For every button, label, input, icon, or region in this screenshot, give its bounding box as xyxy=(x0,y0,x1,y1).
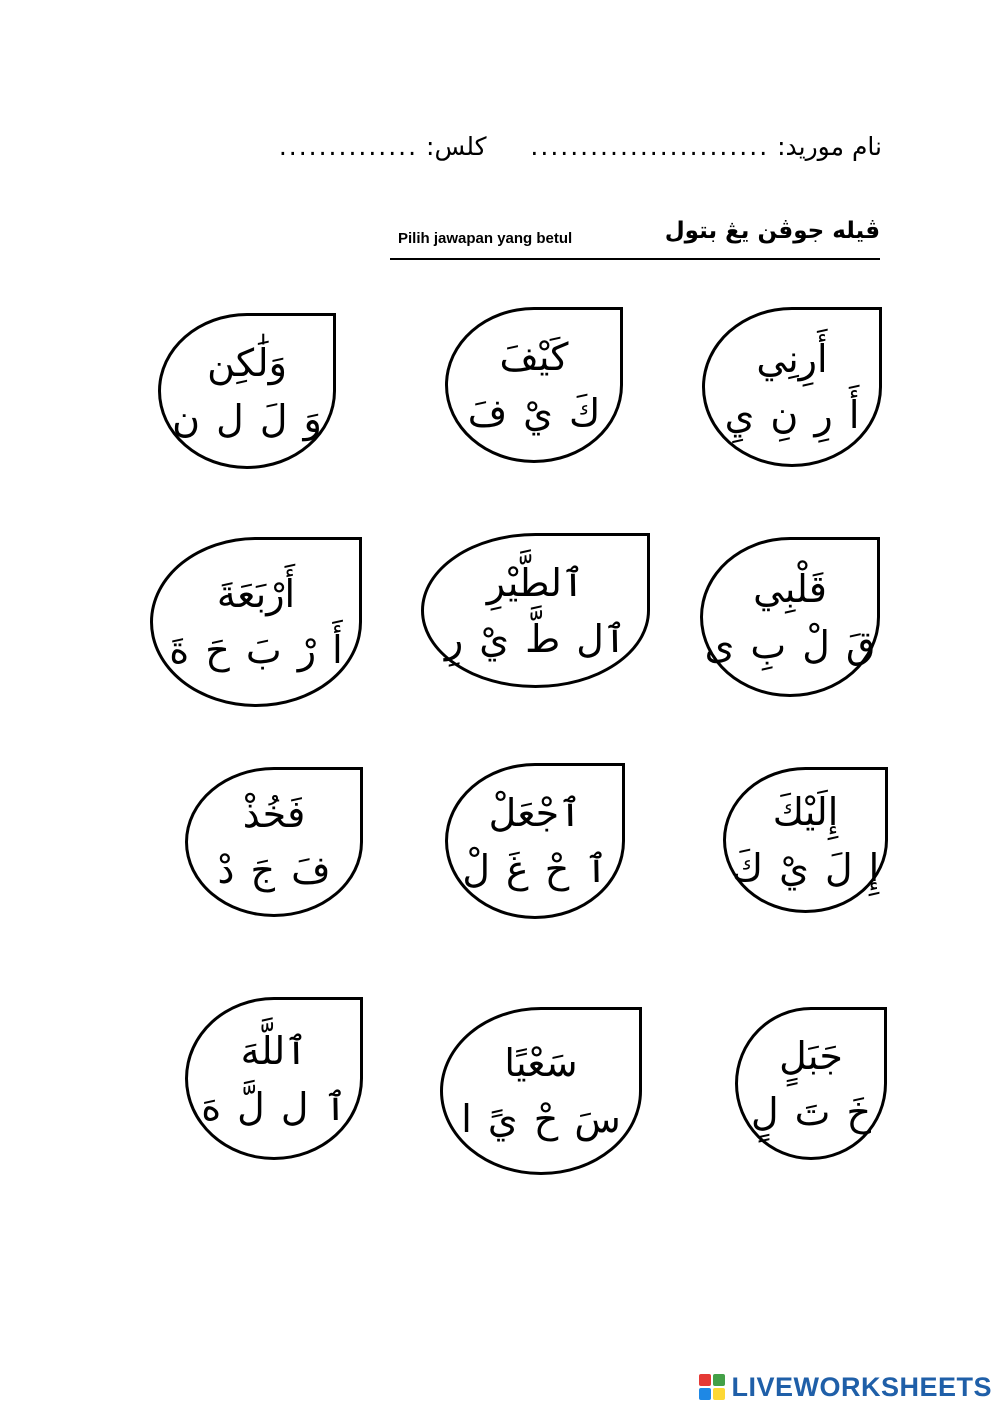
card-word: قَلْبِي xyxy=(753,567,827,611)
word-card[interactable] xyxy=(702,307,882,467)
card-spelling[interactable]: خَ تَ لٍ xyxy=(750,1089,872,1134)
instruction-rumi: Pilih jawapan yang betul xyxy=(398,230,573,247)
card-spelling[interactable]: أَ رْ بَ حَ ةَ xyxy=(169,628,343,672)
card-spelling[interactable]: ٱ ل لَّ هَ xyxy=(201,1084,347,1129)
card-word: أَرْبَعَةَ xyxy=(216,572,296,616)
card-word: جَبَلٍ xyxy=(779,1033,843,1078)
word-card[interactable] xyxy=(445,763,625,919)
student-info-line xyxy=(160,132,882,176)
card-spelling[interactable]: إِ لَ يْ كَ xyxy=(731,846,880,890)
name-field-dots[interactable]: ........................ xyxy=(530,132,770,161)
word-card[interactable] xyxy=(723,767,888,913)
card-word: إِلَيْكَ xyxy=(772,790,839,834)
word-card[interactable] xyxy=(158,313,336,469)
name-label: نام موريد: xyxy=(777,132,882,161)
brand-name: LIVEWORKSHEETS xyxy=(731,1371,992,1402)
card-spelling[interactable]: سَ حْ يً ا xyxy=(461,1097,621,1141)
card-word: أَرِنِي xyxy=(756,337,828,381)
card-spelling[interactable]: قَ لْ بِ ى xyxy=(704,623,876,667)
word-card[interactable] xyxy=(445,307,623,463)
card-word: وَلَٰكِن xyxy=(207,341,287,385)
word-card[interactable] xyxy=(185,997,363,1160)
word-card[interactable] xyxy=(440,1007,642,1175)
card-spelling[interactable]: وَ لَ ل ن xyxy=(172,397,322,441)
class-label: كلس: xyxy=(426,132,487,161)
word-card[interactable] xyxy=(185,767,363,917)
card-word: ٱجْعَلْ xyxy=(488,791,582,835)
card-word: ٱللَّهَ xyxy=(240,1028,308,1073)
word-card[interactable] xyxy=(150,537,362,707)
liveworksheets-brand xyxy=(699,1371,992,1403)
card-spelling[interactable]: ٱ حْ غَ لْ xyxy=(462,847,608,891)
instruction-heading xyxy=(390,218,880,260)
class-field-dots[interactable]: .............. xyxy=(278,132,419,161)
card-spelling[interactable]: كَ يْ فَ xyxy=(467,391,601,435)
card-spelling[interactable]: أَ رِ نِ يِ xyxy=(724,393,860,437)
card-word: سَعْيًا xyxy=(504,1041,578,1085)
card-word: كَيْفَ xyxy=(499,335,569,379)
word-card[interactable] xyxy=(700,537,880,697)
card-spelling[interactable]: فَ جَ دْ xyxy=(217,848,331,892)
liveworksheets-logo-icon xyxy=(699,1374,725,1400)
word-card[interactable] xyxy=(421,533,650,688)
instruction-jawi: ڤيله جوڤن يڠ بتول xyxy=(664,218,880,244)
card-word: فَخُذْ xyxy=(242,792,306,836)
card-word: ٱلطَّيْرِ xyxy=(486,560,585,605)
word-card[interactable] xyxy=(735,1007,887,1160)
card-spelling[interactable]: ٱل طَّ يْ رِ xyxy=(444,616,627,661)
